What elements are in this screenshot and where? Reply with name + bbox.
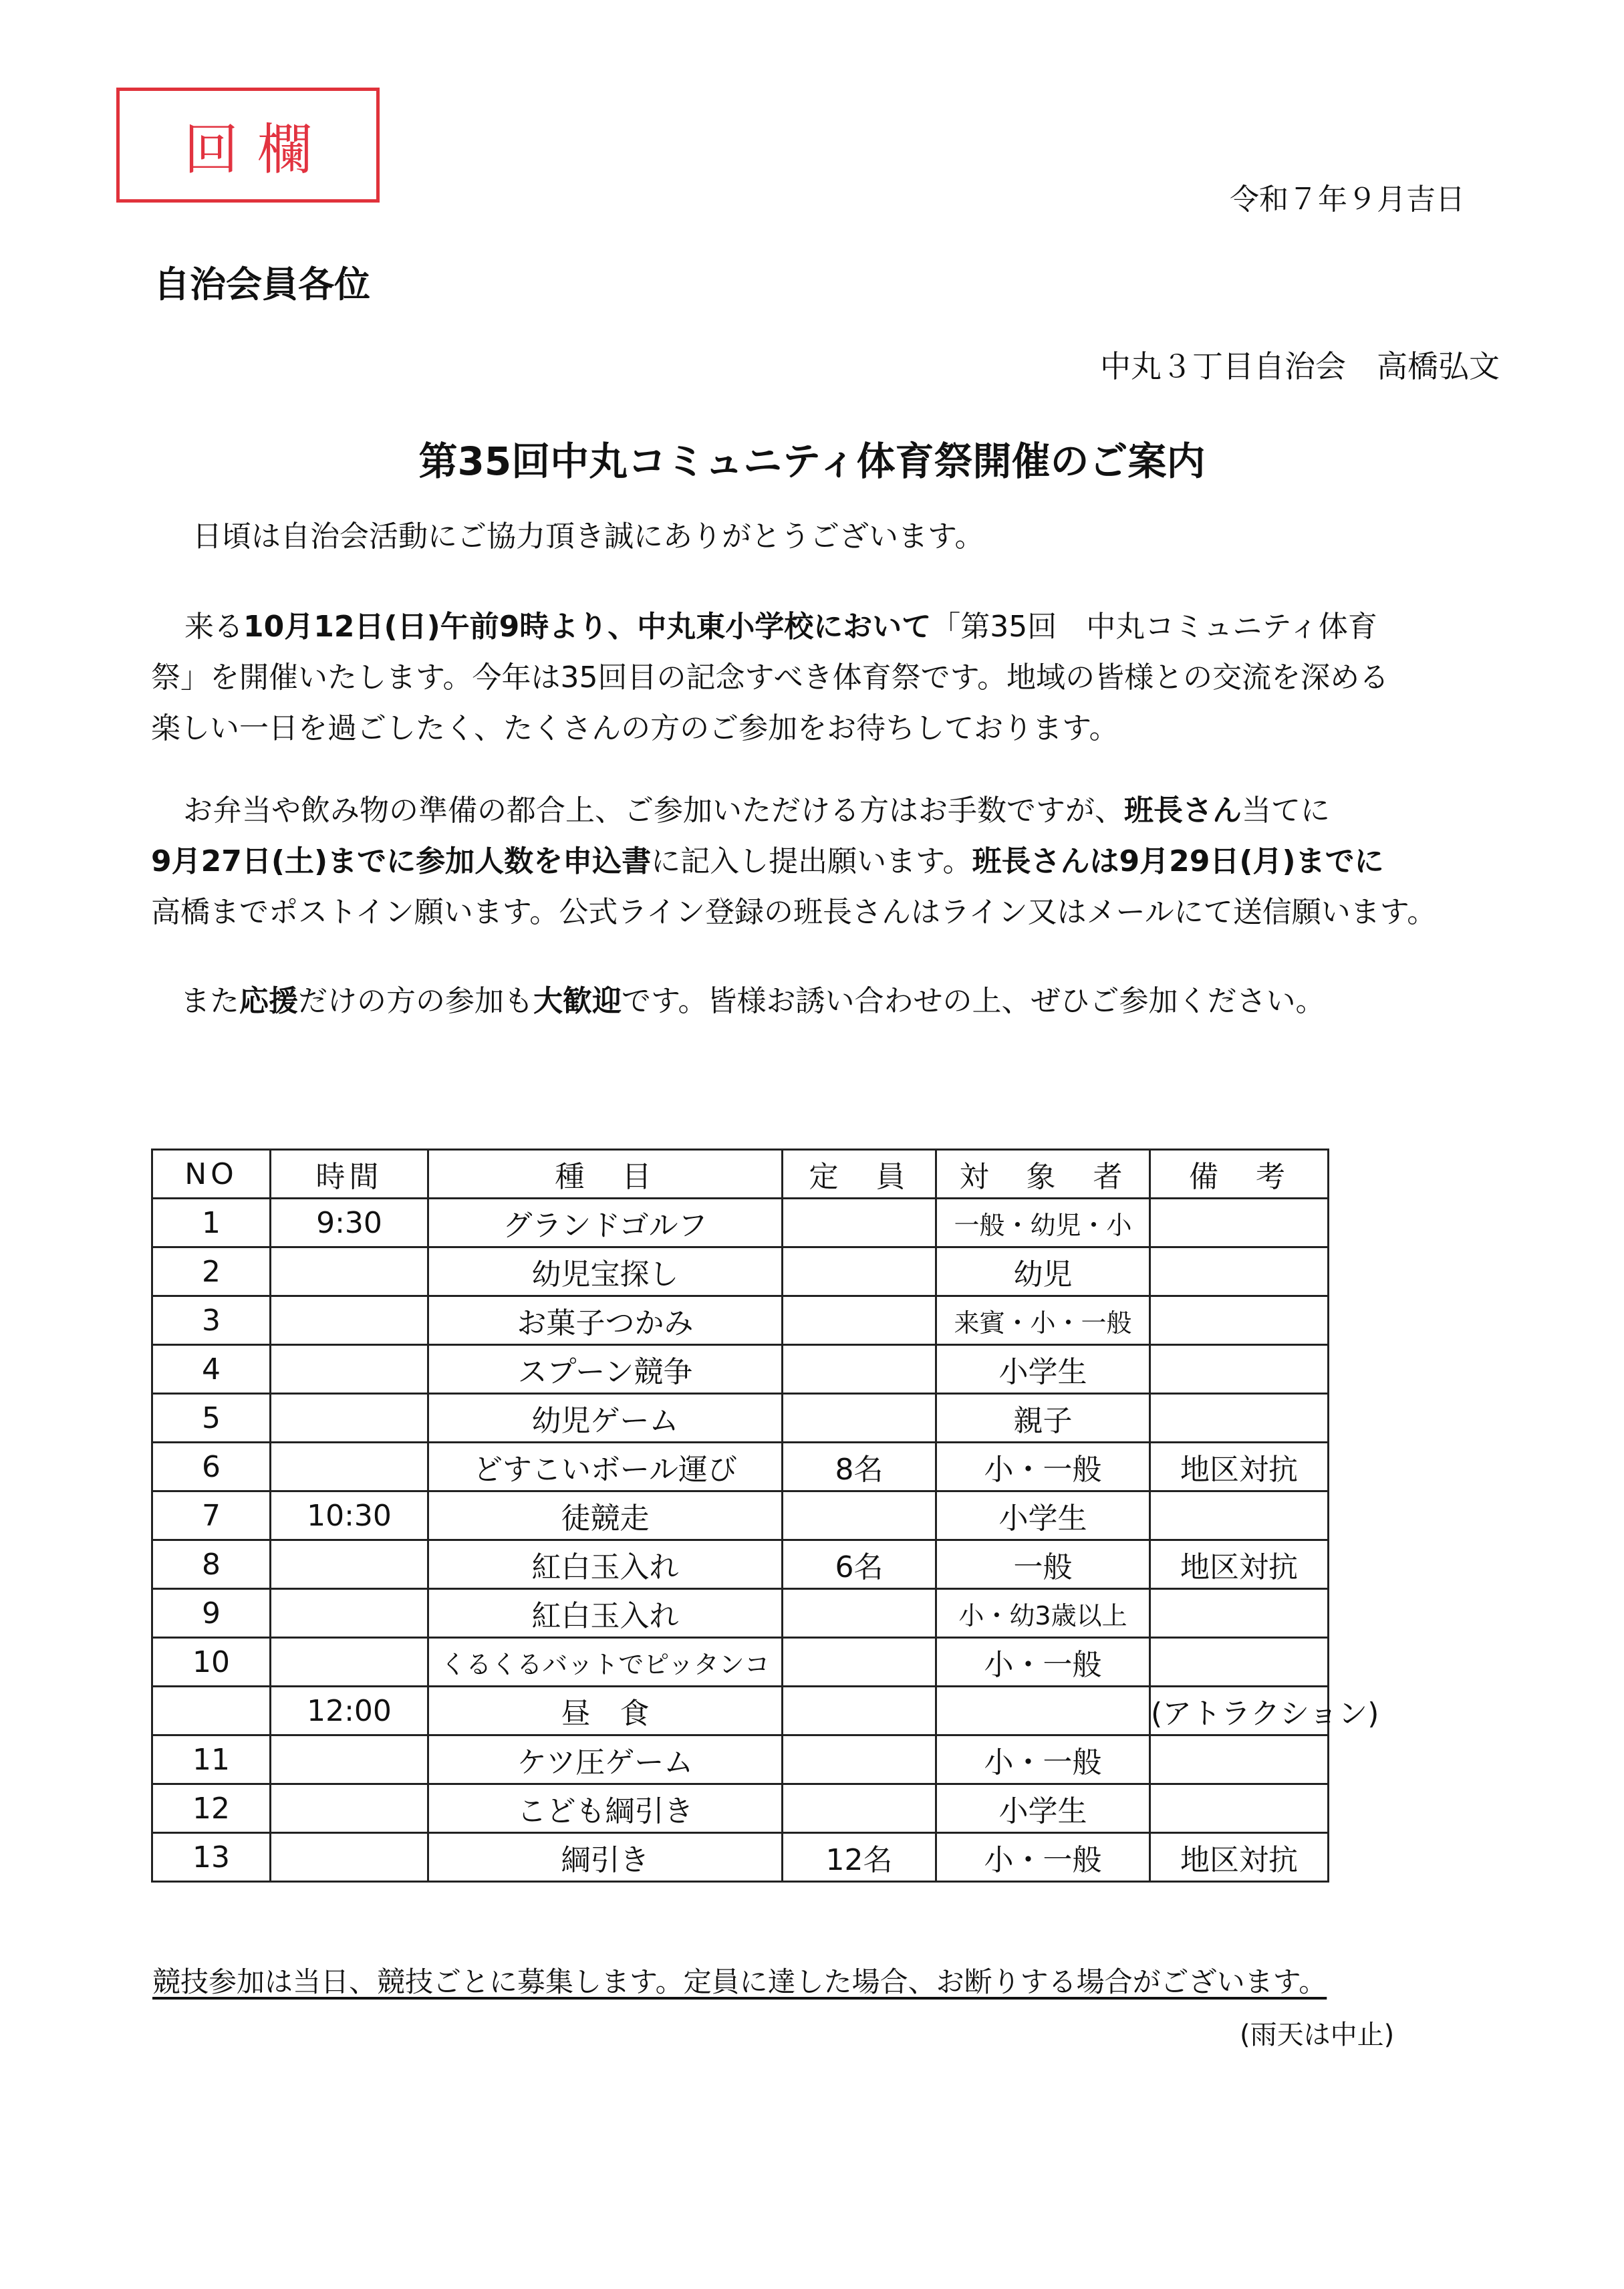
cell-event: 紅白玉入れ [428, 1589, 783, 1638]
cell-participants: 小・一般 [936, 1443, 1150, 1491]
cell-remarks [1150, 1199, 1329, 1247]
cell-time [271, 1394, 428, 1443]
cell-no: 2 [152, 1247, 271, 1296]
cell-event: スプーン競争 [428, 1345, 783, 1394]
cell-capacity: 8名 [783, 1443, 936, 1491]
greeting-text: 日頃は自治会活動にご協力頂き誠にありがとうございます。 [192, 519, 984, 554]
header-capacity: 定 員 [783, 1150, 936, 1199]
cell-remarks [1150, 1296, 1329, 1345]
cell-participants: 小学生 [936, 1491, 1150, 1540]
table-row [152, 1589, 1329, 1638]
cell-event: 幼児宝探し [428, 1247, 783, 1296]
table-row [152, 1345, 1329, 1394]
cell-remarks [1150, 1491, 1329, 1540]
cell-time [271, 1784, 428, 1833]
application-line-2 [151, 836, 1514, 887]
application-leader: 班長さん [1124, 794, 1242, 828]
application-paragraph [151, 786, 1514, 938]
cell-no: 6 [152, 1443, 271, 1491]
cell-remarks [1150, 1638, 1329, 1687]
table-row [152, 1735, 1329, 1784]
cell-capacity [783, 1296, 936, 1345]
cell-event: こども綱引き [428, 1784, 783, 1833]
cell-remarks [1150, 1735, 1329, 1784]
support-pre: また [180, 984, 239, 1018]
cell-no: 5 [152, 1394, 271, 1443]
cell-time [271, 1345, 428, 1394]
cell-no: 7 [152, 1491, 271, 1540]
application-line-3: 高橋までポストイン願います。公式ライン登録の班長さんはライン又はメールにて送信願います。 [151, 895, 1437, 929]
cell-remarks [1150, 1589, 1329, 1638]
cell-event: どすこいボール運び [428, 1443, 783, 1491]
document-date: 令和７年９月吉日 [1230, 183, 1465, 217]
cell-capacity: 6名 [783, 1540, 936, 1589]
cell-event: ケツ圧ゲーム [428, 1735, 783, 1784]
cell-capacity [783, 1589, 936, 1638]
cell-event: 綱引き [428, 1833, 783, 1882]
cell-remarks: (アトラクション) [1150, 1687, 1329, 1735]
cell-remarks: 地区対抗 [1150, 1540, 1329, 1589]
cell-time [271, 1540, 428, 1589]
table-row [152, 1247, 1329, 1296]
table-row [152, 1296, 1329, 1345]
addressee: 自治会員各位 [154, 263, 370, 306]
cell-participants: 来賓・小・一般 [936, 1296, 1150, 1345]
cell-time [271, 1247, 428, 1296]
cell-no: 8 [152, 1540, 271, 1589]
cell-time [271, 1296, 428, 1345]
cell-capacity [783, 1687, 936, 1735]
cell-capacity [783, 1638, 936, 1687]
cell-participants: 幼児 [936, 1247, 1150, 1296]
cell-time: 10:30 [271, 1491, 428, 1540]
cell-remarks: 地区対抗 [1150, 1833, 1329, 1882]
cell-event: くるくるバットでピッタンコ [428, 1638, 783, 1687]
cell-time [271, 1589, 428, 1638]
cell-participants [936, 1687, 1150, 1735]
table-row [152, 1394, 1329, 1443]
header-remarks: 備 考 [1150, 1150, 1329, 1199]
application-line-1-post: 当てに [1242, 794, 1330, 828]
cell-remarks: 地区対抗 [1150, 1443, 1329, 1491]
header-event: 種 目 [428, 1150, 783, 1199]
rain-note: (雨天は中止) [1240, 2020, 1395, 2050]
cell-participants: 一般 [936, 1540, 1150, 1589]
event-datetime-venue: 10月12日(日)午前9時より、中丸東小学校において [243, 610, 932, 644]
leader-deadline: 班長さんは9月29日(月)までに [972, 844, 1384, 878]
schedule-header-row [152, 1150, 1329, 1199]
cell-event: 徒競走 [428, 1491, 783, 1540]
cell-time [271, 1638, 428, 1687]
stamp-text: 回欄 [183, 118, 331, 182]
support-paragraph [151, 976, 1544, 1027]
cell-participants: 一般・幼児・小 [936, 1199, 1150, 1247]
document-title: 第35回中丸コミュニティ体育祭開催のご案内 [418, 439, 1206, 484]
cell-capacity [783, 1199, 936, 1247]
cell-event: お菓子つかみ [428, 1296, 783, 1345]
application-line-2-mid: に記入し提出願います。 [651, 844, 972, 878]
table-row [152, 1199, 1329, 1247]
cell-participants: 小・一般 [936, 1638, 1150, 1687]
event-line-1-post: 「第35回 中丸コミュニティ体育 [931, 610, 1377, 644]
cell-participants: 親子 [936, 1394, 1150, 1443]
schedule-table [151, 1149, 1379, 1883]
application-line-1 [151, 786, 1514, 836]
event-line-2: 祭」を開催いたします。今年は35回目の記念すべき体育祭です。地域の皆様との交流を深める [151, 660, 1389, 695]
cell-time: 9:30 [271, 1199, 428, 1247]
cell-time: 12:00 [271, 1687, 428, 1735]
cell-capacity: 12名 [783, 1833, 936, 1882]
cell-capacity [783, 1735, 936, 1784]
table-row [152, 1540, 1329, 1589]
cell-capacity [783, 1247, 936, 1296]
event-paragraph [151, 602, 1514, 754]
cell-remarks [1150, 1247, 1329, 1296]
table-row [152, 1443, 1329, 1491]
header-no: NO [152, 1150, 271, 1199]
cell-no [152, 1687, 271, 1735]
cell-no: 13 [152, 1833, 271, 1882]
cell-no: 12 [152, 1784, 271, 1833]
cell-participants: 小・幼3歳以上 [936, 1589, 1150, 1638]
table-row [152, 1687, 1329, 1735]
cell-event: 紅白玉入れ [428, 1540, 783, 1589]
table-row [152, 1638, 1329, 1687]
application-deadline: 9月27日(土)までに参加人数を申込書 [151, 844, 652, 878]
table-row [152, 1833, 1329, 1882]
cell-participants: 小・一般 [936, 1833, 1150, 1882]
cell-event: 昼 食 [428, 1687, 783, 1735]
cell-no: 1 [152, 1199, 271, 1247]
cell-no: 4 [152, 1345, 271, 1394]
support-bold-1: 応援 [239, 984, 298, 1018]
cell-time [271, 1735, 428, 1784]
cell-remarks [1150, 1784, 1329, 1833]
cell-participants: 小学生 [936, 1784, 1150, 1833]
circulation-stamp [116, 88, 380, 203]
cell-participants: 小・一般 [936, 1735, 1150, 1784]
participation-note: 競技参加は当日、競技ごとに募集します。定員に達した場合、お断りする場合がございます。 [152, 1965, 1327, 1998]
cell-time [271, 1443, 428, 1491]
support-post: です。皆様お誘い合わせの上、ぜひご参加ください。 [622, 984, 1325, 1018]
event-line-1-pre: 来る [184, 610, 243, 644]
cell-remarks [1150, 1345, 1329, 1394]
header-participants: 対 象 者 [936, 1150, 1150, 1199]
cell-no: 9 [152, 1589, 271, 1638]
schedule-body [152, 1199, 1379, 1882]
cell-capacity [783, 1345, 936, 1394]
support-mid: だけの方の参加も [298, 984, 533, 1018]
table-row [152, 1491, 1329, 1540]
sender: 中丸３丁目自治会 高橋弘文 [1100, 348, 1500, 384]
event-line-3: 楽しい一日を過ごしたく、たくさんの方のご参加をお待ちしております。 [151, 711, 1119, 745]
cell-participants: 小学生 [936, 1345, 1150, 1394]
support-bold-2: 大歓迎 [533, 984, 622, 1018]
header-time: 時間 [271, 1150, 428, 1199]
table-row [152, 1784, 1329, 1833]
greeting-paragraph [151, 511, 1556, 562]
cell-no: 3 [152, 1296, 271, 1345]
application-line-1-pre: お弁当や飲み物の準備の都合上、ご参加いただける方はお手数ですが、 [183, 794, 1124, 828]
cell-time [271, 1833, 428, 1882]
cell-event: 幼児ゲーム [428, 1394, 783, 1443]
cell-capacity [783, 1491, 936, 1540]
cell-capacity [783, 1394, 936, 1443]
cell-event: グランドゴルフ [428, 1199, 783, 1247]
cell-no: 11 [152, 1735, 271, 1784]
event-line-1 [151, 602, 1514, 652]
cell-no: 10 [152, 1638, 271, 1687]
cell-capacity [783, 1784, 936, 1833]
cell-remarks [1150, 1394, 1329, 1443]
